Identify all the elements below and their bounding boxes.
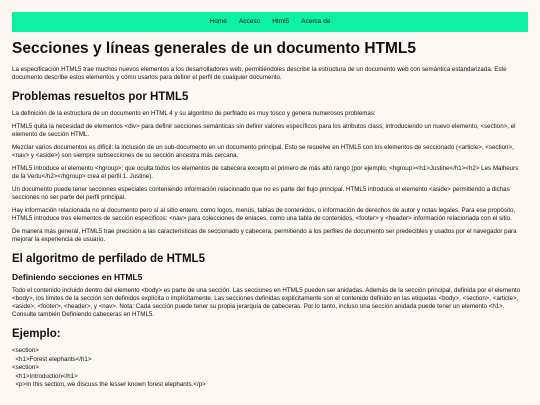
nav-link-acerca-de[interactable]: Acerca de (301, 18, 331, 25)
problemas-paragraph-5: Un documento puede tener secciones especiales conteniendo información relacionado que no es parte del flujo principal. HTML5 introduce el elemento <aside> permitiendo a dichas secciones no ser parte del perfil principal. (12, 186, 510, 201)
subheading-definiendo-secciones: Definiendo secciones en HTML5 (12, 272, 143, 282)
nav-link-acceso[interactable]: Acceso (238, 18, 261, 25)
top-nav-bar (12, 12, 528, 32)
problemas-paragraph-1: La definición de la estructura de un documento en HTML 4 y su algoritmo de perfilado es muy tosco y genera numerosos problemas: (12, 110, 376, 117)
code-example (12, 347, 526, 390)
nav-link-home[interactable]: Home (209, 18, 227, 25)
problemas-paragraph-4: HTML5 introduce el elemento <hgroup>; que oculta todos los elementos de cabecera excepto el primero de más alto rango (por ejemplo, <hgroup><h1>Justine</h1><h2> Les Malheurs de la Vertu</h2></hgroup> crea el perfil 1. Justine). (12, 165, 519, 180)
nav-link-html5[interactable]: Html5 (272, 18, 290, 25)
intro-paragraph: La especificación HTML5 trae muchos nuevos elementos a los desarrolladores web, permitiéndoles describir la estructura de un documento web con semántica estandarizada. Este documento describe estos elementos y cómo usarlos para definir el perfil de cualquier documento. (12, 66, 507, 81)
code-line: <h1>Forest elephants</h1> (12, 355, 92, 363)
section-heading-algoritmo: El algoritmo de perfilado de HTML5 (12, 253, 205, 265)
problemas-paragraph-6: Hay información relacionada no al documento pero sí al sitio entero, como logos, menús, tablas de contenidos, o información de derechos de autor y notas legales. Para ese propósito, HTML5 introduce tres elementos de sección específicos: <nav> para colecciones de enlaces, como una tabla de contenidos, <footer> y <header> información relacionada con el sitio. (12, 207, 516, 222)
code-line: <section> (12, 347, 39, 354)
page-title: Secciones y líneas generales de un documento HTML5 (12, 40, 416, 57)
problemas-paragraph-3: Mezclar varios documentos es difícil: la inclusión de un sub-documento en un documento principal. Esto se resuelve en HTML5 con los elementos de seccionado (<article>, <section>, <nav> y <aside>) son siempre subsecciones de su sección ancestra más cercana. (12, 144, 514, 159)
code-line: <section> (12, 364, 39, 371)
section-heading-problemas: Problemas resueltos por HTML5 (12, 91, 189, 103)
problemas-paragraph-2: HTML5 quita la necesidad de elementos <div> para definir secciones semánticas sin definir valores específicos para los atributos class, introduciendo un nuevo elemento, <section>, el elemento de sección HTML. (12, 123, 516, 138)
main-content (12, 38, 526, 390)
code-line: <p>In this section, we discuss the lesser known forest elephants.</p> (12, 381, 206, 388)
problemas-paragraph-7: De manera más general, HTML5 trae precisión a las características de seccionado y cabecera, permitiendo a los perfiles de documento ser predecibles y usados por el navegador para mejorar la experiencia de usuario. (12, 228, 517, 243)
algoritmo-paragraph: Todo el contenido incluido dentro del elemento <body> es parte de una sección. Las secciones en HTML5 pueden ser anidadas. Además de la sección principal, definida por el elemento <body>, los límites de la sección son definidos explícita o implícitamente. Las secciones definidas explícitamente son el contenido definido en las etiquetas <body>, <section>, <article>, <aside>, <footer>, <header>, y <nav>. Nota: Cada sección puede tener su propia jerarquía de cabeceras. Por lo tanto, incluso una sección anidada puede tener un elemento <h1>. Consulte también Definiendo cabeceras en HTML5. (12, 287, 521, 318)
section-heading-ejemplo: Ejemplo: (12, 328, 61, 340)
code-line: <h1>Introduction</h1> (12, 372, 78, 380)
